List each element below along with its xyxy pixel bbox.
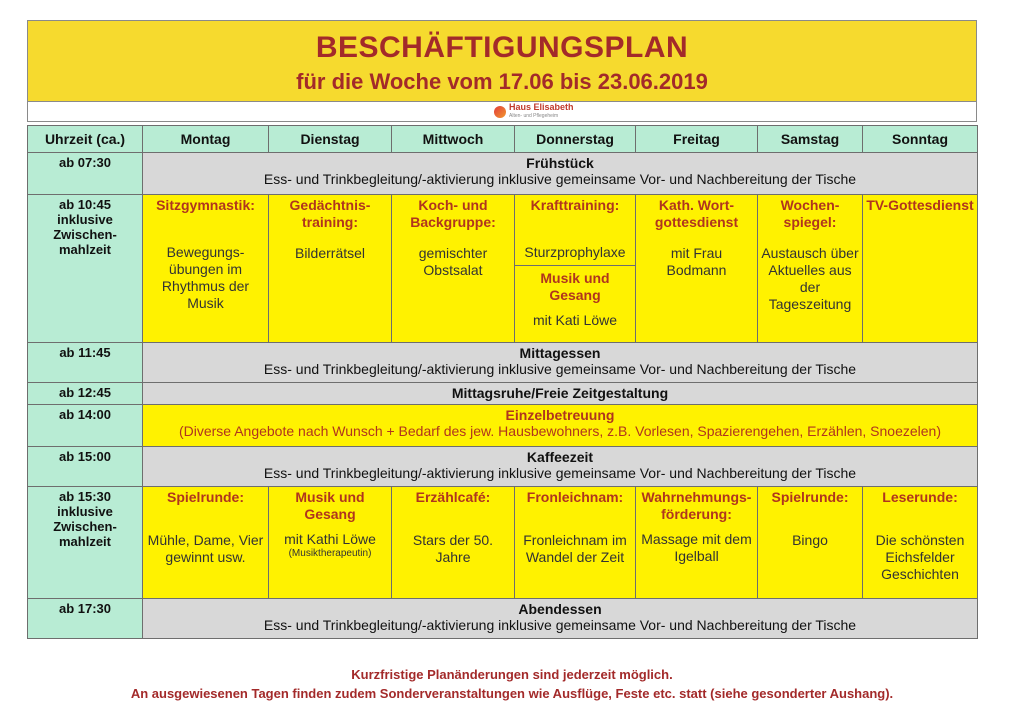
time-note: inklusive Zwischen-mahlzeit <box>53 504 117 549</box>
logo-strip <box>27 102 977 122</box>
care-description: (Diverse Angebote nach Wunsch + Bedarf des jew. Hausbewohners, z.B. Vorlesen, Spazierengehen, Erzählen, Snoezelen) <box>178 423 942 439</box>
row-rest <box>28 383 978 405</box>
activity-body-2: mit Kati Löwe <box>532 312 618 328</box>
meal-description: Ess- und Trinkbegleitung/-aktivierung inklusive gemeinsame Vor- und Nachbereitung der Tische <box>263 171 857 187</box>
meal-title: Mittagessen <box>519 345 601 361</box>
activity-body: mit Kathi Löwe <box>284 531 376 547</box>
activity-body: mit Frau Bodmann <box>666 245 727 278</box>
time-cell: ab 15:30 inklusive Zwischen-mahlzeit <box>28 487 143 599</box>
time-cell: ab 10:45 inklusive Zwischen-mahlzeit <box>28 195 143 343</box>
meal-description: Ess- und Trinkbegleitung/-aktivierung inklusive gemeinsame Vor- und Nachbereitung der Tische <box>263 617 857 633</box>
activity-title: Koch- und Backgruppe: <box>410 197 496 230</box>
meal-title: Kaffeezeit <box>526 449 594 465</box>
row-individual-care <box>28 405 978 447</box>
activity-title-2: Musik und Gesang <box>540 270 610 303</box>
activity-friday <box>636 487 758 599</box>
activity-body: Sturzprophylaxe <box>524 244 626 260</box>
activity-body: Austausch über Aktuelles aus der Tageszeitung <box>761 245 859 312</box>
time-cell: ab 15:00 <box>28 447 143 487</box>
activity-friday <box>636 195 758 343</box>
activity-thursday <box>515 195 636 343</box>
row-breakfast <box>28 153 978 195</box>
cell-divider <box>515 265 635 266</box>
activity-body: Fronleichnam im Wandel der Zeit <box>523 532 627 565</box>
time-note: inklusive Zwischen-mahlzeit <box>53 212 117 257</box>
time-cell: ab 14:00 <box>28 405 143 447</box>
activity-thursday <box>515 487 636 599</box>
activity-sunday <box>863 195 978 343</box>
activity-title: Leserunde: <box>882 489 958 505</box>
activity-body: Bilderrätsel <box>294 245 366 261</box>
column-header-thursday: Donnerstag <box>515 126 636 153</box>
activity-wednesday <box>392 195 515 343</box>
care-title: Einzelbetreuung <box>505 407 615 423</box>
activity-tuesday <box>269 195 392 343</box>
activity-title: Musik und Gesang <box>295 489 365 522</box>
dinner-cell <box>143 599 978 639</box>
activity-title: Sitzgymnastik: <box>156 197 255 213</box>
activity-title: TV-Gottesdienst <box>866 197 974 213</box>
footer-note-2: An ausgewiesenen Tagen finden zudem Sonderveranstaltungen wie Ausflüge, Feste etc. statt (siehe gesonderter Aushang). <box>130 686 894 701</box>
column-header-wednesday: Mittwoch <box>392 126 515 153</box>
activity-title: Wahrnehmungs-förderung: <box>641 489 752 522</box>
meal-title: Frühstück <box>526 155 594 171</box>
activity-body: Stars der 50. Jahre <box>412 532 494 565</box>
meal-title: Abendessen <box>518 601 602 617</box>
activity-title: Wochen-spiegel: <box>780 197 840 230</box>
breakfast-cell <box>143 153 978 195</box>
activity-title: Fronleichnam: <box>526 489 624 505</box>
individual-care-cell <box>143 405 978 447</box>
meal-description: Ess- und Trinkbegleitung/-aktivierung inklusive gemeinsame Vor- und Nachbereitung der Tische <box>263 361 857 377</box>
row-morning-activities <box>28 195 978 343</box>
row-lunch <box>28 343 978 383</box>
footer-note-1: Kurzfristige Planänderungen sind jederzeit möglich. <box>351 667 673 682</box>
rest-title: Mittagsruhe/Freie Zeitgestaltung <box>451 385 669 401</box>
lunch-cell <box>143 343 978 383</box>
activity-title: Spielrunde: <box>166 489 244 505</box>
column-header-tuesday: Dienstag <box>269 126 392 153</box>
column-header-monday: Montag <box>143 126 269 153</box>
activity-saturday <box>758 487 863 599</box>
activity-note: (Musiktherapeutin) <box>288 548 372 559</box>
time-cell: ab 11:45 <box>28 343 143 383</box>
rest-cell <box>143 383 978 405</box>
activity-title: Erzählcafé: <box>415 489 491 505</box>
logo-subtitle: Alten- und Pflegeheim <box>509 113 559 119</box>
activity-title: Gedächtnis-training: <box>289 197 371 230</box>
row-coffee <box>28 447 978 487</box>
column-header-saturday: Samstag <box>758 126 863 153</box>
activity-title: Krafttraining: <box>530 197 620 213</box>
header-row <box>28 126 978 153</box>
row-afternoon-activities <box>28 487 978 599</box>
logo-name: Haus Elisabeth <box>509 102 574 112</box>
heart-logo-icon <box>494 106 506 118</box>
column-header-sunday: Sonntag <box>863 126 978 153</box>
time-cell: ab 07:30 <box>28 153 143 195</box>
page-title: BESCHÄFTIGUNGSPLAN <box>315 31 689 64</box>
activity-title: Spielrunde: <box>771 489 849 505</box>
activity-body: Mühle, Dame, Vier gewinnt usw. <box>147 532 264 565</box>
activity-sunday <box>863 487 978 599</box>
activity-saturday <box>758 195 863 343</box>
logo <box>494 103 574 121</box>
activity-tuesday <box>269 487 392 599</box>
activity-body: Bewegungs-übungen im Rhythmus der Musik <box>161 244 250 311</box>
activity-body: Massage mit dem Igelball <box>641 531 752 564</box>
schedule-table <box>27 125 978 639</box>
column-header-friday: Freitag <box>636 126 758 153</box>
activity-body: gemischter Obstsalat <box>418 245 488 278</box>
column-header-time: Uhrzeit (ca.) <box>28 126 143 153</box>
time-cell: ab 17:30 <box>28 599 143 639</box>
meal-description: Ess- und Trinkbegleitung/-aktivierung inklusive gemeinsame Vor- und Nachbereitung der Tische <box>263 465 857 481</box>
page-header <box>27 20 977 102</box>
row-dinner <box>28 599 978 639</box>
activity-wednesday <box>392 487 515 599</box>
activity-monday <box>143 487 269 599</box>
coffee-cell <box>143 447 978 487</box>
activity-monday <box>143 195 269 343</box>
activity-body: Bingo <box>792 532 828 548</box>
activity-body: Die schönsten Eichsfelder Geschichten <box>875 532 965 582</box>
week-subtitle: für die Woche vom 17.06 bis 23.06.2019 <box>296 69 708 94</box>
activity-title: Kath. Wort-gottesdienst <box>654 197 739 230</box>
time-cell: ab 12:45 <box>28 383 143 405</box>
